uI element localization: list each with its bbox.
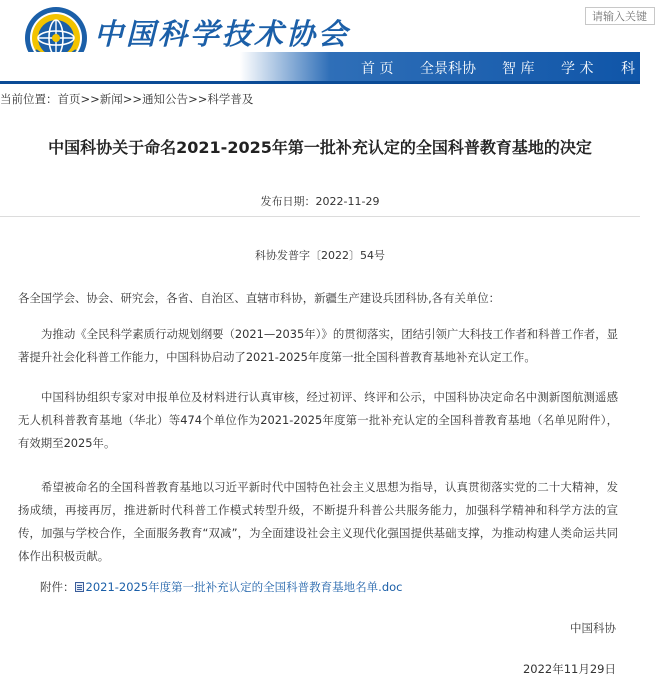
search-input[interactable]	[585, 7, 655, 25]
nav-item-think-tank[interactable]: 智 库	[502, 61, 535, 77]
publish-date	[0, 193, 640, 209]
signature: 中国科协	[570, 621, 616, 635]
nav-bottom-stripe	[0, 81, 640, 84]
publish-date-value: 2022-11-29	[315, 195, 380, 208]
doc-file-icon	[75, 582, 84, 592]
paragraph-2: 中国科协组织专家对申报单位及材料进行认真审核，经过初评、终评和公示，中国科协决定命名中测新图航测遥感无人机科普教育基地（华北）等474个单位作为2021-2025年度第一批补充认定的全国科普教育基地（名单见附件），有效期至2025年。	[18, 390, 618, 450]
breadcrumb-separator: >>	[80, 92, 100, 106]
attachment-link[interactable]: 2021-2025年度第一批补充认定的全国科普教育基地名单.doc	[85, 580, 403, 594]
nav-item-academic[interactable]: 学 术	[561, 61, 594, 77]
salutation: 各全国学会、协会、研究会，各省、自治区、直辖市科协，新疆生产建设兵团科协,各有关单位：	[18, 291, 501, 305]
paragraph-1: 为推动《全民科学素质行动规划纲要（2021—2035年）》的贯彻落实，团结引领广大科技工作者和科普工作者，显著提升社会化科普工作能力，中国科协启动了2021-2025年度第一批全国科普教育基地补充认定工作。	[18, 327, 618, 364]
breadcrumb-separator: >>	[122, 92, 143, 106]
breadcrumb-separator: >>	[188, 92, 208, 106]
breadcrumb-item-notices[interactable]: 通知公告	[142, 92, 189, 106]
site-header	[0, 0, 654, 84]
nav-item-science-pop[interactable]: 科 普	[621, 61, 654, 77]
breadcrumb	[0, 91, 253, 107]
article-title: 中国科协关于命名2021-2025年第一批补充认定的全国科普教育基地的决定	[48, 138, 592, 157]
attachment	[40, 579, 403, 595]
breadcrumb-item-home[interactable]: 首页	[57, 92, 81, 106]
nav-item-home[interactable]: 首 页	[361, 61, 394, 77]
attachment-label: 附件：	[40, 580, 75, 594]
signature-date: 2022年11月29日	[522, 662, 616, 676]
paragraph-3: 希望被命名的全国科普教育基地以习近平新时代中国特色社会主义思想为指导，认真贯彻落实党的二十大精神，发扬成绩，再接再厉，推进新时代科普工作模式转型升级，不断提升科普公共服务能力，加强科学精神和科学方法的宣传，加强与学校合作，全面服务教育“双减”，为全面建设社会主义现代化强国提供基础支撑，为推动构建人类命运共同体作出积极贡献。	[18, 480, 618, 563]
divider	[0, 216, 640, 217]
document-number: 科协发普字〔2022〕54号	[255, 249, 385, 262]
brand-name-cn[interactable]: 中国科学技术协会	[94, 17, 351, 51]
main-nav	[0, 52, 654, 84]
nav-item-overview[interactable]: 全景科协	[420, 61, 476, 77]
breadcrumb-item-science-pop[interactable]: 科学普及	[207, 92, 254, 106]
breadcrumb-prefix: 当前位置：	[0, 92, 58, 106]
publish-date-label: 发布日期：	[260, 195, 316, 208]
breadcrumb-item-news[interactable]: 新闻	[99, 92, 123, 106]
